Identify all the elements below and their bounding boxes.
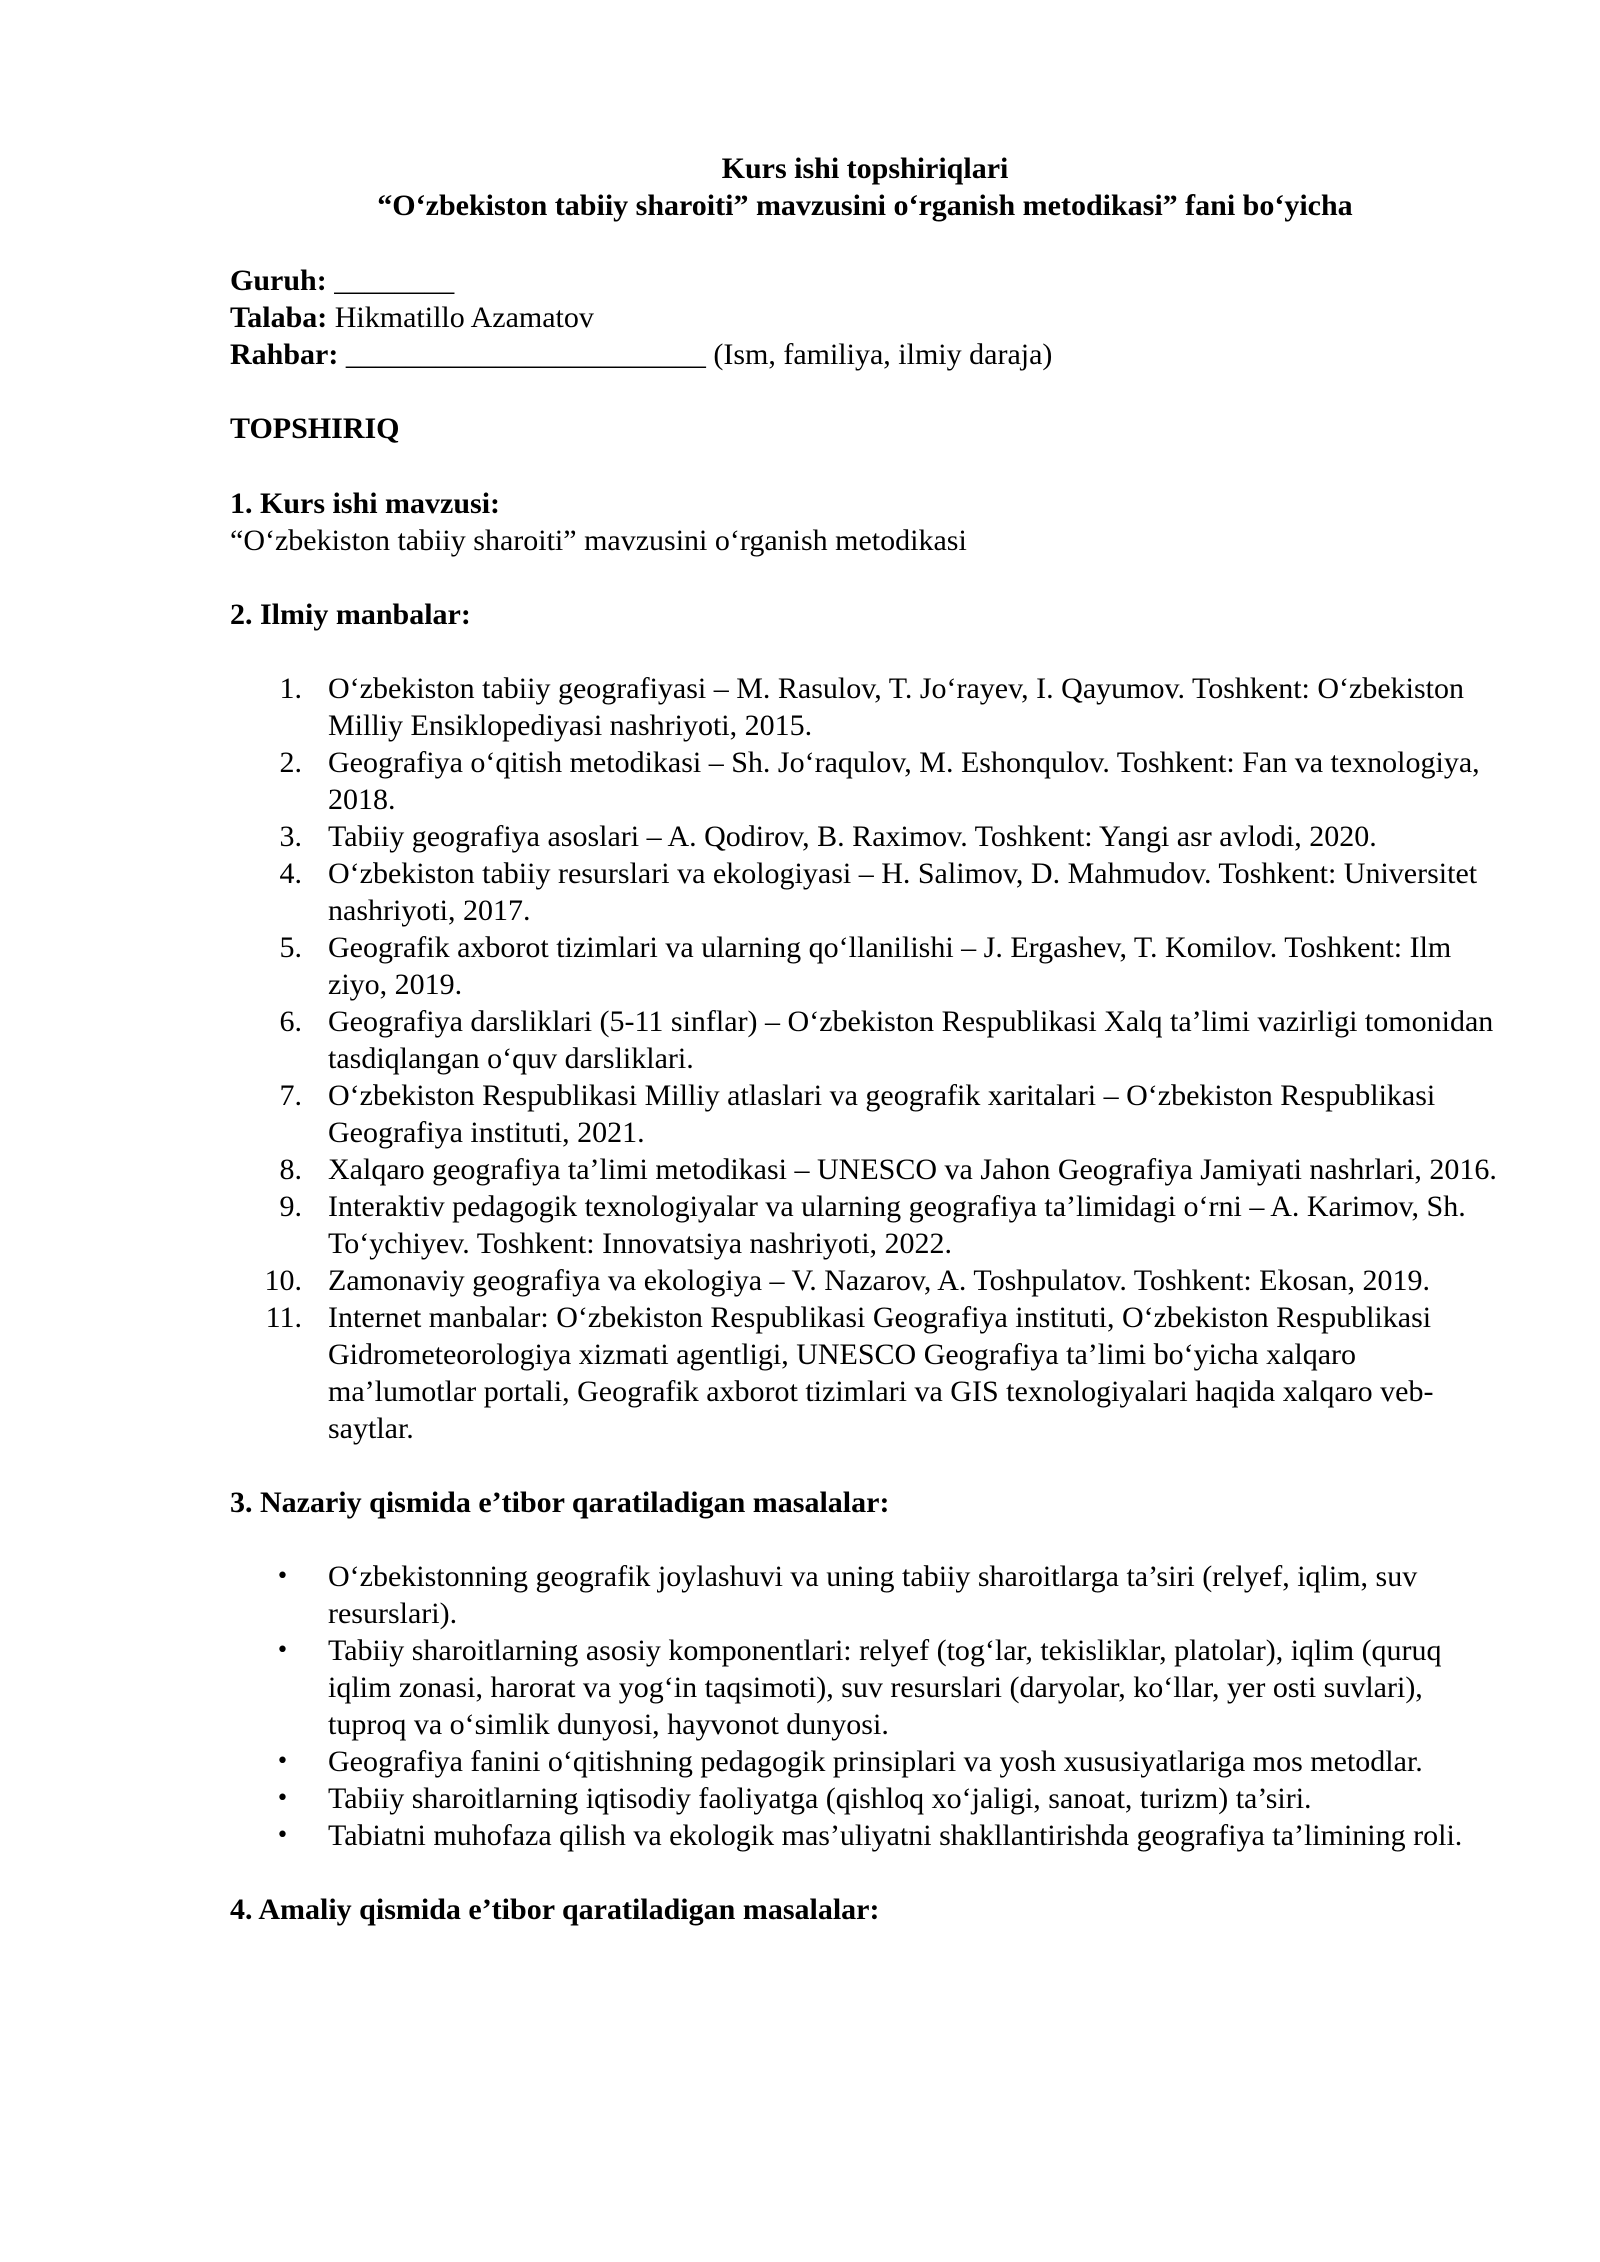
group-value: ________: [326, 264, 455, 297]
theory-list: [230, 1558, 1500, 1854]
list-item-text: Geografiya o‘qitish metodikasi – Sh. Jo‘raqulov, M. Eshonqulov. Toshkent: Fan va texnologiya, 2018.: [328, 746, 1480, 816]
list-item: [230, 1743, 1500, 1780]
section-practice-heading: 4. Amaliy qismida e’tibor qaratiladigan masalalar:: [230, 1893, 880, 1926]
list-item: [230, 1299, 1500, 1447]
list-number: 2.: [279, 746, 302, 779]
list-number: 6.: [279, 1005, 302, 1038]
list-item: [230, 1817, 1500, 1854]
list-item-text: Tabiiy sharoitlarning asosiy komponentlari: relyef (tog‘lar, tekisliklar, platolar), iqlim (quruq iqlim zonasi, harorat va yog‘in taqsimoti), suv resurslari (daryolar, ko‘llar, yer osti suvlari), tuproq va o‘simlik dunyosi, hayvonot dunyosi.: [328, 1634, 1442, 1741]
sources-list: [230, 670, 1500, 1447]
list-number: 10.: [264, 1264, 302, 1297]
list-item: [230, 1003, 1500, 1077]
list-item-text: O‘zbekiston Respublikasi Milliy atlaslari va geografik xaritalari – O‘zbekiston Respublikasi Geografiya instituti, 2021.: [328, 1079, 1436, 1149]
list-number: 7.: [279, 1079, 302, 1112]
list-number: 1.: [279, 672, 302, 705]
list-item: [230, 1632, 1500, 1743]
list-item-text: Geografiya darsliklari (5-11 sinflar) – O‘zbekiston Respublikasi Xalq ta’limi vazirligi tomonidan tasdiqlangan o‘quv darsliklari.: [328, 1005, 1494, 1075]
student-value: Hikmatillo Azamatov: [327, 301, 594, 334]
list-item-text: Tabiatni muhofaza qilish va ekologik mas’uliyatni shakllantirishda geografiya ta’limining roli.: [328, 1819, 1463, 1852]
student-label: Talaba:: [230, 301, 328, 334]
list-item: [230, 1188, 1500, 1262]
bullet-icon: •: [276, 1823, 289, 1848]
list-item-text: O‘zbekistonning geografik joylashuvi va uning tabiiy sharoitlarga ta’siri (relyef, iqlim, suv resurslari).: [328, 1560, 1418, 1630]
list-item: [230, 1558, 1500, 1632]
list-item: [230, 1151, 1500, 1188]
list-number: 8.: [279, 1153, 302, 1186]
list-item: [230, 744, 1500, 818]
supervisor-line: [230, 336, 1500, 373]
list-item-text: Geografiya fanini o‘qitishning pedagogik prinsiplari va yosh xususiyatlariga mos metodlar.: [328, 1745, 1423, 1778]
section-sources-heading: 2. Ilmiy manbalar:: [230, 598, 471, 631]
list-item-text: Zamonaviy geografiya va ekologiya – V. Nazarov, A. Toshpulatov. Toshkent: Ekosan, 2019.: [328, 1264, 1430, 1297]
list-item: [230, 670, 1500, 744]
list-item-text: Tabiiy sharoitlarning iqtisodiy faoliyatga (qishloq xo‘jaligi, sanoat, turizm) ta’siri.: [328, 1782, 1312, 1815]
list-number: 3.: [279, 820, 302, 853]
list-item: [230, 1077, 1500, 1151]
document-title: Kurs ishi topshiriqlari: [721, 152, 1009, 185]
list-item: [230, 1780, 1500, 1817]
list-item-text: Geografik axborot tizimlari va ularning qo‘llanilishi – J. Ergashev, T. Komilov. Toshkent: Ilm ziyo, 2019.: [328, 931, 1452, 1001]
list-number: 11.: [265, 1301, 302, 1334]
list-item-text: O‘zbekiston tabiiy resurslari va ekologiyasi – H. Salimov, D. Mahmudov. Toshkent: Universitet nashriyoti, 2017.: [328, 857, 1478, 927]
section-theory-heading: 3. Nazariy qismida e’tibor qaratiladigan masalalar:: [230, 1486, 890, 1519]
list-item: [230, 1262, 1500, 1299]
section-topic: [230, 485, 1500, 559]
supervisor-label: Rahbar:: [230, 338, 339, 371]
list-item-text: O‘zbekiston tabiiy geografiyasi – M. Rasulov, T. Jo‘rayev, I. Qayumov. Toshkent: O‘zbekiston Milliy Ensiklopediyasi nashriyoti, 2015.: [328, 672, 1465, 742]
bullet-icon: •: [276, 1786, 289, 1811]
list-number: 9.: [279, 1190, 302, 1223]
bullet-icon: •: [276, 1564, 289, 1589]
section-topic-heading: 1. Kurs ishi mavzusi:: [230, 487, 501, 520]
list-number: 5.: [279, 931, 302, 964]
document-subtitle: “O‘zbekiston tabiiy sharoiti” mavzusini o‘rganish metodikasi” fani bo‘yicha: [377, 189, 1353, 222]
supervisor-value: ________________________ (Ism, familiya, ilmiy daraja): [338, 338, 1053, 371]
group-label: Guruh:: [230, 264, 327, 297]
list-item-text: Xalqaro geografiya ta’limi metodikasi – UNESCO va Jahon Geografiya Jamiyati nashrlari, 2016.: [328, 1153, 1497, 1186]
group-line: [230, 262, 1500, 299]
task-heading: TOPSHIRIQ: [230, 412, 400, 445]
list-item-text: Tabiiy geografiya asoslari – A. Qodirov, B. Raximov. Toshkent: Yangi asr avlodi, 2020.: [328, 820, 1377, 853]
meta-block: [230, 262, 1500, 373]
list-item-text: Internet manbalar: O‘zbekiston Respublikasi Geografiya instituti, O‘zbekiston Respublikasi Gidrometeorologiya xizmati agentligi, UNESCO Geografiya ta’limi bo‘yicha xalqaro ma’lumotlar portali, Geografik axborot tizimlari va GIS texnologiyalari haqida xalqaro veb-saytlar.: [328, 1301, 1434, 1445]
section-practice: [230, 1891, 1500, 1928]
list-number: 4.: [279, 857, 302, 890]
list-item: [230, 855, 1500, 929]
list-item: [230, 929, 1500, 1003]
bullet-icon: •: [276, 1638, 289, 1663]
section-sources: [230, 596, 1500, 1447]
document-page: [230, 150, 1500, 1928]
student-line: [230, 299, 1500, 336]
list-item: [230, 818, 1500, 855]
list-item-text: Interaktiv pedagogik texnologiyalar va ularning geografiya ta’limidagi o‘rni – A. Karimov, Sh. To‘ychiyev. Toshkent: Innovatsiya nashriyoti, 2022.: [328, 1190, 1466, 1260]
bullet-icon: •: [276, 1749, 289, 1774]
section-theory: [230, 1484, 1500, 1854]
section-topic-text: “O‘zbekiston tabiiy sharoiti” mavzusini o‘rganish metodikasi: [230, 524, 967, 557]
